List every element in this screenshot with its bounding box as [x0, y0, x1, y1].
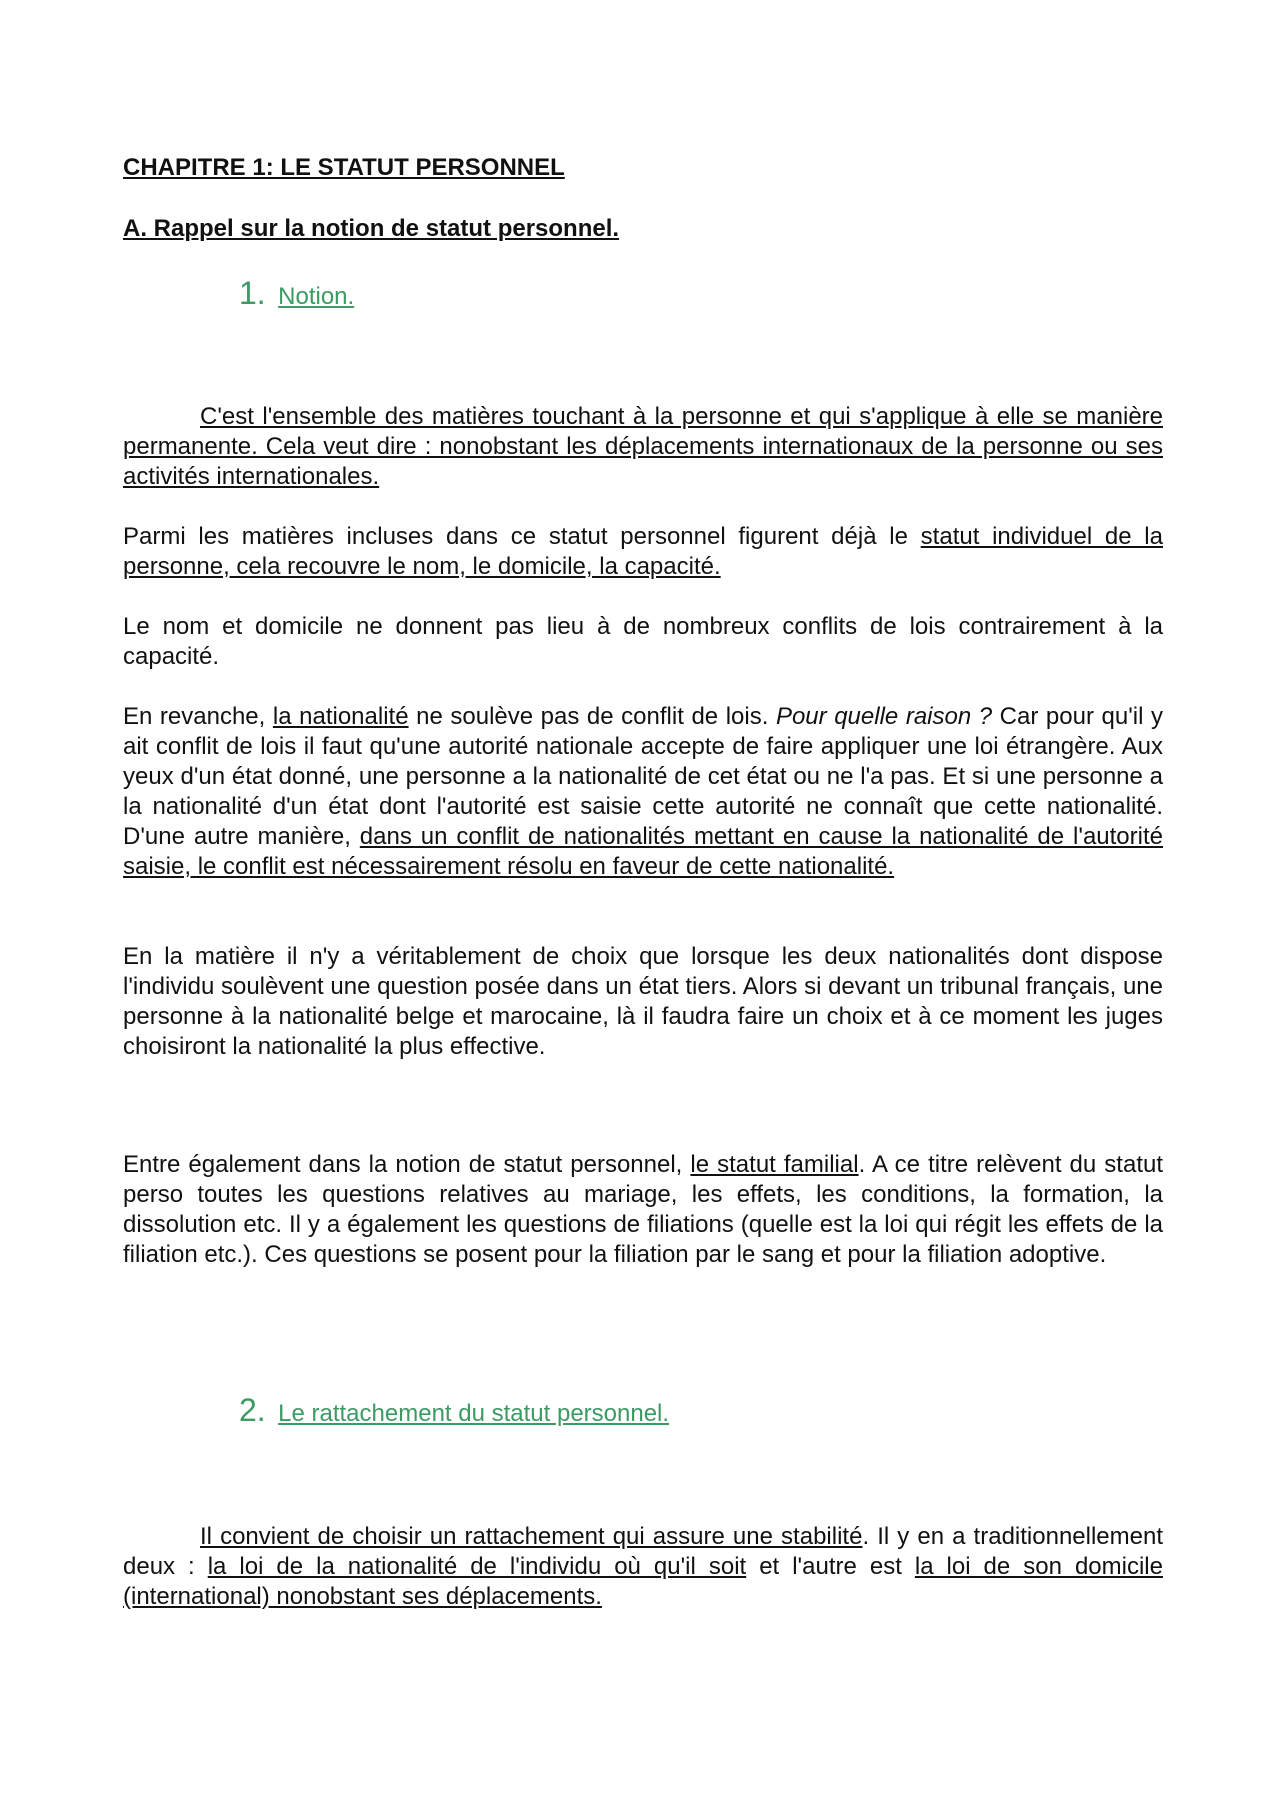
text-span: . A ce titre relèvent du statut perso toutes les questions relatives au mariage, les effets, les conditions, la formation, la dissolution etc. Il y a également les questions de filiations (quelle est la loi qui régit les effets de la filiation etc.). Ces questions se posent pour la filiation par le sang et pour la filiation adoptive.	[123, 1151, 1163, 1268]
chapter-title: CHAPITRE 1: LE STATUT PERSONNEL	[123, 154, 565, 181]
text-span-underlined: dans un conflit de nationalités mettant en cause la nationalité de l'autorité saisie, le conflit est nécessairement résolu en faveur de cette nationalité.	[123, 823, 1163, 880]
paragraph-nom-domicile	[123, 612, 1163, 672]
paragraph-choix-nationalite	[123, 942, 1163, 1062]
text-span-underlined: le statut familial	[690, 1151, 859, 1178]
document-page	[123, 0, 1163, 1811]
text-span-italic: Pour quelle raison ?	[775, 703, 993, 730]
subheading-notion	[239, 275, 354, 312]
text-span: En la matière il n'y a véritablement de choix que lorsque les deux nationalités dont dispose l'individu soulèvent une question posée dans un état tiers. Alors si devant un tribunal français, une personne à la nationalité belge et marocaine, là il faudra faire un choix et à ce moment les juges choisiront la nationalité la plus effective.	[123, 943, 1163, 1060]
text-span: Car pour qu'il y ait conflit de lois il faut qu'une autorité nationale accepte de faire appliquer une loi étrangère. Aux yeux d'un état donné, une personne a la nationalité de cet état ou ne l'a pas. Et si une personne a la nationalité d'un état dont l'autorité est saisie cette autorité ne connaît que cette nationalité. D'une autre manière,	[123, 703, 1164, 850]
text-span: En revanche,	[123, 703, 273, 730]
paragraph-rattachement	[123, 1522, 1163, 1612]
subheading-label: Le rattachement du statut personnel.	[278, 1400, 670, 1427]
paragraph-statut-familial	[123, 1150, 1163, 1270]
text-span-underlined: statut individuel de la personne, cela recouvre le nom, le domicile, la capacité.	[123, 523, 1163, 580]
paragraph-nationalite	[123, 702, 1163, 882]
text-span-underlined: la nationalité	[272, 703, 409, 730]
text-span: et l'autre est	[746, 1553, 915, 1580]
section-a-title: A. Rappel sur la notion de statut personnel.	[123, 215, 620, 242]
paragraph-definition	[123, 402, 1163, 492]
text-span-underlined: la loi de la nationalité de l'individu où qu'il soit	[207, 1553, 747, 1580]
subheading-label: Notion.	[278, 283, 355, 310]
subheading-number: 1.	[239, 275, 266, 311]
subheading-rattachement	[239, 1392, 669, 1429]
text-span: . Il y en a traditionnellement deux :	[123, 1523, 1164, 1580]
subheading-number: 2.	[239, 1392, 266, 1428]
text-span: Le nom et domicile ne donnent pas lieu à de nombreux conflits de lois contrairement à la capacité.	[123, 613, 1163, 670]
text-span-underlined: la loi de son domicile (international) nonobstant ses déplacements.	[123, 1553, 1163, 1610]
paragraph-statut-individuel	[123, 522, 1163, 582]
text-span: C'est l'ensemble des matières touchant à la personne et qui s'applique à elle se manière permanente. Cela veut dire : nonobstant les déplacements internationaux de la personne ou ses activités internationales.	[123, 403, 1163, 490]
text-span: Parmi les matières incluses dans ce statut personnel figurent déjà le	[123, 523, 921, 550]
text-span-underlined: Il convient de choisir un rattachement qui assure une stabilité	[200, 1523, 863, 1550]
text-span: ne soulève pas de conflit de lois.	[408, 703, 776, 730]
text-span: Entre également dans la notion de statut personnel,	[123, 1151, 691, 1178]
